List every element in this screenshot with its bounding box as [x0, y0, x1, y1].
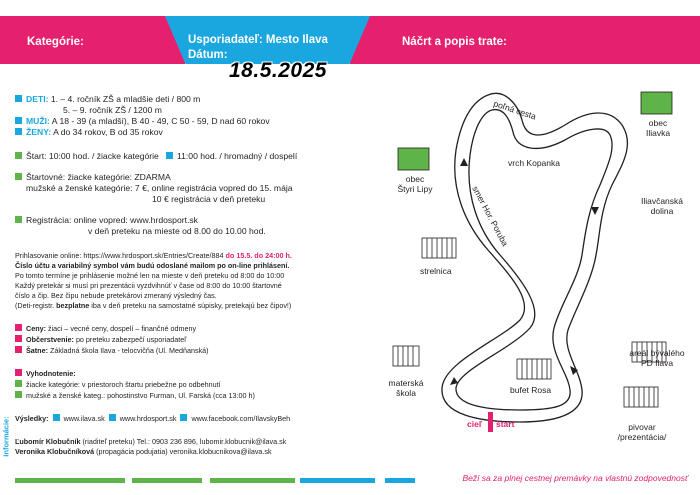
info-vertical-text: Informácie: — [1, 416, 11, 457]
footer-bar-blue-2 — [385, 478, 415, 483]
food-row — [15, 335, 186, 344]
date-label: Dátum: — [188, 49, 228, 61]
contact-1-details: (riaditeľ preteku) Tel.: 0903 236 896, lubomir.klobucnik@ilava.sk — [80, 437, 287, 446]
pink-square-icon — [15, 346, 22, 353]
pink-square-icon — [15, 324, 22, 331]
footer-bar-green-2 — [132, 478, 202, 483]
prizes-text: žiaci – vecné ceny, dospelí – finančné odmeny — [47, 324, 197, 333]
areal-line-1: areál bývalého — [629, 348, 685, 358]
fee-row — [15, 172, 171, 183]
obec-styri-lipy-label — [390, 174, 440, 194]
vrch-kopanka-label: vrch Kopanka — [508, 158, 560, 168]
footer-bar-green-1 — [15, 478, 125, 483]
prizes-row — [15, 324, 196, 333]
results-line-1: žiacke kategórie: v priestoroch štartu priebežne po odbehnutí — [26, 380, 221, 389]
results-line-2: mužské a ženské kateg.: pohostinstvo Furman, Ul. Farská (cca 13:00 h) — [26, 391, 255, 400]
event-date: 18.5.2025 — [229, 59, 327, 82]
start-label-map: štart — [496, 419, 515, 429]
start-row — [15, 151, 297, 162]
materska-line-1: materská — [388, 378, 424, 388]
notice-l6a: (Deti-registr. — [15, 301, 57, 310]
contact-2-name: Veronika Klobučníková — [15, 447, 95, 456]
zeny-label: ŽENY: — [26, 127, 52, 137]
ilavcanska-line-1: Iliavčanská — [640, 196, 684, 206]
contact-2 — [15, 447, 272, 456]
blue-square-icon — [15, 117, 22, 124]
zeny-text: A do 34 rokov, B od 35 rokov — [53, 127, 163, 137]
links-row — [15, 414, 290, 423]
results-links-label: Výsledky: — [15, 414, 49, 423]
blue-square-icon — [109, 414, 116, 421]
deti-line-1: 1. – 4. ročník ZŠ a mladšie deti / 800 m — [50, 94, 201, 104]
deti-label: DETI: — [26, 94, 49, 104]
notice-line-4: Každý pretekár si musí pri prezentácii vyzdvihnúť v čase od 8:00 do 10:00 štartovné — [15, 281, 282, 290]
footer-bar-blue-1 — [300, 478, 375, 483]
notice-deadline: do 15.5. do 24:00 h. — [225, 251, 292, 260]
muzi-label: MUŽI: — [26, 116, 50, 126]
obec-ilavka-line-1: obec — [648, 118, 668, 128]
muzi-row — [15, 116, 270, 127]
strelnica-building-icon — [422, 238, 456, 258]
blue-square-icon — [180, 414, 187, 421]
fee-label: Štartovné: — [26, 172, 66, 182]
results-label: Vyhodnotenie: — [26, 369, 76, 378]
food-text: po preteku zabezpečí usporiadateľ — [75, 335, 187, 344]
materska-skola-label — [384, 378, 428, 398]
bufet-building-icon — [517, 359, 551, 379]
polna-cesta-label: poľná cesta — [492, 98, 538, 122]
areal-line-2: PD Ilava — [640, 358, 674, 368]
blue-square-icon — [15, 128, 22, 135]
deti-row — [15, 94, 200, 105]
blue-square-icon — [15, 95, 22, 102]
arrow-up-icon — [460, 158, 468, 166]
notice-l6b: bezplatne — [56, 301, 90, 310]
notice-line-2: Číslo účtu a variabilný symbol vám budú odoslané mailom po on-line prihlásení. — [15, 261, 290, 270]
changing-label: Šatne: — [26, 346, 48, 355]
pivovar-label — [610, 422, 674, 442]
green-square-icon — [15, 380, 22, 387]
header-band — [0, 16, 700, 64]
link-facebook[interactable]: www.facebook.com/IlavskyBeh — [191, 414, 291, 423]
notice-line-5: číslo a čip. Bez čipu nebude pretekárovi zmeraný výsledný čas. — [15, 291, 217, 300]
pink-square-icon — [15, 369, 22, 376]
start-children: 10:00 hod. / žiacke kategórie — [48, 151, 159, 161]
smer-label: smer Hor. Poruba — [470, 184, 511, 248]
notice-line-3: Po tomto termíne je prihlásenie možné len na mieste v deň preteku od 8:00 do 10:00 — [15, 271, 285, 280]
muzi-text: A 18 - 39 (a mladší), B 40 - 49, C 50 - 59, D nad 60 rokov — [51, 116, 270, 126]
areal-label — [617, 348, 697, 368]
changing-row — [15, 346, 209, 355]
blue-square-icon — [166, 152, 173, 159]
contact-1 — [15, 437, 286, 446]
notice-l6c: iba v deň preteku na samostatné súpisky, pretekajú bez čipov!) — [89, 301, 292, 310]
pivovar-line-1: pivovar — [628, 422, 656, 432]
results-line-1-row — [15, 380, 221, 389]
results-row — [15, 369, 76, 378]
green-square-icon — [15, 391, 22, 398]
track-heading: Náčrt a popis trate: — [402, 36, 507, 48]
materska-building-icon — [393, 346, 419, 366]
track-map — [370, 70, 700, 475]
info-vertical-label — [2, 412, 14, 462]
registration-row — [15, 215, 198, 226]
zeny-row — [15, 127, 163, 138]
deti-line-2: 5. – 9. ročník ZŠ / 1200 m — [63, 105, 162, 115]
fee-line-1: žiacke kategórie: ZDARMA — [67, 172, 171, 182]
results-line-2-row — [15, 391, 255, 400]
notice-line-6 — [15, 301, 291, 310]
notice-url: Prihlasovanie online: https://www.hrdosport.sk/Entries/Create/884 — [15, 251, 226, 260]
bufet-rosa-label: bufet Rosa — [510, 385, 552, 395]
blue-square-icon — [53, 414, 60, 421]
link-hrdosport[interactable]: www.hrdosport.sk — [119, 414, 177, 423]
fee-line-2: mužské a ženské kategórie: 7 €, online registrácia vopred do 15. mája — [26, 183, 293, 193]
start-finish-marker — [488, 412, 493, 432]
registration-label: Registrácia: — [26, 215, 72, 225]
obec-ilavka-marker — [641, 92, 672, 114]
organizer-heading: Usporiadateľ: Mesto Ilava — [188, 34, 328, 46]
obec-ilavka-line-2: Iliavka — [645, 128, 671, 138]
notice-line-1 — [15, 251, 292, 260]
green-square-icon — [15, 216, 22, 223]
start-main: 11:00 hod. / hromadný / dospelí — [177, 151, 298, 161]
pivovar-building-icon — [624, 387, 658, 407]
contact-1-name: Ľubomír Klobučník — [15, 437, 81, 446]
categories-heading: Kategórie: — [27, 36, 84, 48]
registration-line-1: online vopred: www.hrdosport.sk — [73, 215, 198, 225]
materska-line-2: škola — [396, 388, 416, 398]
ilavcanska-dolina-label — [632, 196, 692, 216]
obec-styri-line-2: Štyri Lipy — [397, 184, 433, 194]
registration-line-2: v deň preteku na mieste od 8.00 do 10.00 hod. — [88, 226, 266, 236]
food-label: Občerstvenie: — [26, 335, 74, 344]
prizes-label: Ceny: — [26, 324, 46, 333]
green-square-icon — [15, 152, 22, 159]
arrow-down-icon — [591, 207, 599, 215]
obec-styri-line-1: obec — [405, 174, 425, 184]
start-label: Štart: — [26, 151, 47, 161]
fee-line-3: 10 € registrácia v deň preteku — [152, 194, 266, 204]
changing-text: Základná škola Ilava - telocvičňa (Ul. Medňanská) — [49, 346, 209, 355]
obec-ilavka-label — [645, 118, 671, 138]
contact-2-details: (propagácia podujatia) veronika.klobucnikova@ilava.sk — [94, 447, 272, 456]
pink-square-icon — [15, 335, 22, 342]
ilavcanska-line-2: dolina — [650, 206, 674, 216]
pivovar-line-2: /prezentácia/ — [617, 432, 667, 442]
strelnica-label: strelnica — [420, 266, 452, 276]
obec-styri-lipy-marker — [398, 148, 429, 170]
slogan-text: Beží sa za plnej cestnej premávky na vlastnú zodpovednosť — [462, 473, 688, 483]
ciel-label: cieľ — [467, 419, 483, 429]
link-ilava[interactable]: www.ilava.sk — [63, 414, 105, 423]
footer-bar-green-3 — [210, 478, 295, 483]
arrow-icon — [570, 366, 578, 375]
green-square-icon — [15, 173, 22, 180]
